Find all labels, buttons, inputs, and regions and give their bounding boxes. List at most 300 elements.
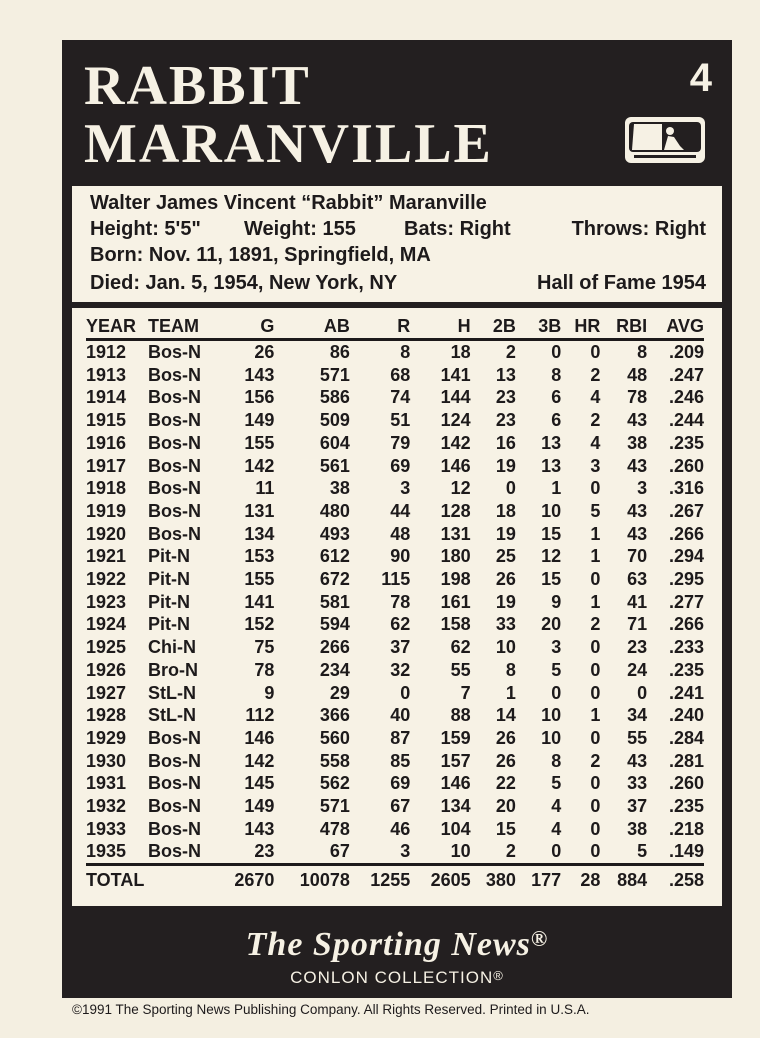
cell-h: 18 xyxy=(450,342,471,362)
cell-ab: 478 xyxy=(319,818,350,839)
cell-ab: 509 xyxy=(319,410,350,431)
cell-team: Bos-N xyxy=(148,500,201,521)
cell-avg: .233 xyxy=(668,637,704,658)
table-row xyxy=(86,727,704,750)
cell-3b: 4 xyxy=(551,796,562,817)
copyright-notice: ©1991 The Sporting News Publishing Company. All Rights Reserved. Printed in U.S.A. xyxy=(72,1002,590,1017)
cell-r: 68 xyxy=(390,364,411,385)
cell-rbi: 24 xyxy=(627,659,648,680)
table-row xyxy=(86,432,704,455)
cell-h: 146 xyxy=(440,455,471,476)
cell-rbi: 43 xyxy=(627,500,648,521)
cell-team: Bos-N xyxy=(148,796,201,817)
cell-rbi: 78 xyxy=(627,387,648,408)
table-row xyxy=(86,364,704,387)
cell-year: 1932 xyxy=(86,796,127,817)
bio-box xyxy=(72,186,722,302)
cell-3b: 5 xyxy=(551,773,562,794)
cell-h: 159 xyxy=(440,727,471,748)
cell-2b: 8 xyxy=(505,659,516,680)
conlon-collection xyxy=(62,968,732,988)
cell-hr: 1 xyxy=(590,523,601,544)
cell-avg: .295 xyxy=(668,569,704,590)
cell-g: 9 xyxy=(264,682,275,703)
cell-r: 79 xyxy=(390,432,411,453)
cell-year: 1921 xyxy=(86,546,127,567)
cell-ab: 558 xyxy=(319,750,350,771)
cell-team: Pit-N xyxy=(148,546,190,567)
cell-avg: .294 xyxy=(668,546,704,567)
cell-year: 1915 xyxy=(86,410,127,431)
header-r: R xyxy=(350,314,410,340)
cell-rbi: 38 xyxy=(627,432,648,453)
cell-r: 51 xyxy=(390,410,411,431)
cell-g: 149 xyxy=(244,410,275,431)
cell-year: 1914 xyxy=(86,387,127,408)
cell-3b: 8 xyxy=(551,750,562,771)
cell-ab: 560 xyxy=(319,727,350,748)
cell-team: Chi-N xyxy=(148,637,196,658)
total-h: 2605 xyxy=(410,865,470,895)
cell-g: 146 xyxy=(244,727,275,748)
bio-bats: Bats: Right xyxy=(404,218,511,240)
cell-rbi: 37 xyxy=(627,796,648,817)
cell-r: 48 xyxy=(390,523,411,544)
cell-3b: 0 xyxy=(551,682,562,703)
cell-year: 1930 xyxy=(86,750,127,771)
cell-team: Pit-N xyxy=(148,569,190,590)
cell-team: Bos-N xyxy=(148,818,201,839)
header-ab: AB xyxy=(274,314,349,340)
cell-r: 78 xyxy=(390,591,411,612)
cell-rbi: 63 xyxy=(627,569,648,590)
cell-hr: 0 xyxy=(590,637,601,658)
header-team: TEAM xyxy=(148,314,214,340)
cell-hr: 2 xyxy=(590,410,601,431)
cell-g: 155 xyxy=(244,432,275,453)
cell-year: 1918 xyxy=(86,478,127,499)
cell-year: 1917 xyxy=(86,455,127,476)
cell-2b: 26 xyxy=(495,727,516,748)
cell-g: 141 xyxy=(244,591,275,612)
cell-3b: 10 xyxy=(541,705,562,726)
cell-year: 1929 xyxy=(86,727,127,748)
cell-hr: 1 xyxy=(590,591,601,612)
cell-r: 8 xyxy=(400,342,411,362)
cell-2b: 18 xyxy=(495,500,516,521)
cell-year: 1912 xyxy=(86,342,127,362)
total-r: 1255 xyxy=(350,865,410,895)
cell-team: Pit-N xyxy=(148,614,190,635)
cell-r: 69 xyxy=(390,773,411,794)
cell-r: 37 xyxy=(390,637,411,658)
cell-r: 40 xyxy=(390,705,411,726)
cell-team: Bos-N xyxy=(148,364,201,385)
stats-box xyxy=(72,308,722,906)
cell-team: Bos-N xyxy=(148,455,201,476)
bio-hall-of-fame: Hall of Fame 1954 xyxy=(537,272,706,294)
cell-3b: 6 xyxy=(551,410,562,431)
cell-3b: 15 xyxy=(541,523,562,544)
cell-2b: 13 xyxy=(495,364,516,385)
cell-h: 55 xyxy=(450,659,471,680)
table-row xyxy=(86,613,704,636)
table-row xyxy=(86,340,704,364)
footer-brand xyxy=(62,910,732,998)
cell-r: 0 xyxy=(400,682,411,703)
cell-avg: .218 xyxy=(668,818,704,839)
cell-rbi: 43 xyxy=(627,523,648,544)
cell-rbi: 0 xyxy=(637,682,648,703)
cell-3b: 15 xyxy=(541,569,562,590)
cell-avg: .284 xyxy=(668,727,704,748)
cell-ab: 234 xyxy=(319,659,350,680)
cell-g: 134 xyxy=(244,523,275,544)
cell-team: Bos-N xyxy=(148,410,201,431)
cell-hr: 3 xyxy=(590,455,601,476)
total-label: TOTAL xyxy=(86,865,148,895)
player-first-name: RABBIT xyxy=(84,55,311,117)
cell-h: 10 xyxy=(450,841,471,862)
table-row xyxy=(86,795,704,818)
cell-avg: .266 xyxy=(668,523,704,544)
cell-g: 23 xyxy=(254,841,275,862)
header-year: YEAR xyxy=(86,314,148,340)
cell-r: 85 xyxy=(390,750,411,771)
cell-ab: 604 xyxy=(319,432,350,453)
cell-3b: 20 xyxy=(541,614,562,635)
cell-r: 115 xyxy=(381,569,411,590)
cell-g: 142 xyxy=(244,750,275,771)
cell-g: 153 xyxy=(244,546,275,567)
cell-h: 161 xyxy=(440,591,471,612)
cell-rbi: 5 xyxy=(637,841,648,862)
cell-team: Bos-N xyxy=(148,750,201,771)
cell-rbi: 48 xyxy=(627,364,648,385)
cell-3b: 0 xyxy=(551,841,562,862)
cell-h: 62 xyxy=(450,637,471,658)
table-row xyxy=(86,568,704,591)
bio-height: Height: 5'5" xyxy=(90,218,201,240)
cell-avg: .266 xyxy=(668,614,704,635)
cell-ab: 586 xyxy=(319,387,350,408)
cell-2b: 19 xyxy=(495,523,516,544)
cell-year: 1922 xyxy=(86,569,127,590)
cell-team: Bos-N xyxy=(148,432,201,453)
cell-g: 112 xyxy=(245,705,275,726)
cell-year: 1928 xyxy=(86,705,127,726)
cell-hr: 2 xyxy=(590,364,601,385)
cell-avg: .247 xyxy=(668,364,704,385)
table-row xyxy=(86,772,704,795)
cell-hr: 0 xyxy=(590,569,601,590)
cell-h: 157 xyxy=(440,750,471,771)
cell-hr: 5 xyxy=(590,500,601,521)
cell-year: 1913 xyxy=(86,364,127,385)
cell-hr: 0 xyxy=(590,841,601,862)
cell-r: 3 xyxy=(400,841,411,862)
cell-hr: 0 xyxy=(590,773,601,794)
cell-ab: 581 xyxy=(319,591,350,612)
cell-h: 104 xyxy=(440,818,471,839)
cell-3b: 13 xyxy=(541,455,562,476)
cell-h: 158 xyxy=(440,614,471,635)
cell-team: Bos-N xyxy=(148,342,201,362)
cell-ab: 493 xyxy=(319,523,350,544)
cell-h: 7 xyxy=(460,682,471,703)
total-3b: 177 xyxy=(516,865,561,895)
cell-year: 1926 xyxy=(86,659,127,680)
total-ab: 10078 xyxy=(274,865,349,895)
cell-hr: 1 xyxy=(590,705,601,726)
cell-r: 46 xyxy=(390,818,411,839)
cell-avg: .235 xyxy=(668,796,704,817)
cell-2b: 16 xyxy=(495,432,516,453)
cell-hr: 0 xyxy=(590,727,601,748)
cell-avg: .241 xyxy=(668,682,704,703)
cell-3b: 10 xyxy=(541,727,562,748)
stats-body xyxy=(86,340,704,865)
cell-2b: 26 xyxy=(495,569,516,590)
cell-3b: 12 xyxy=(541,546,562,567)
cell-h: 142 xyxy=(440,432,471,453)
table-row xyxy=(86,591,704,614)
table-row xyxy=(86,750,704,773)
cell-r: 69 xyxy=(390,455,411,476)
cell-ab: 672 xyxy=(319,569,350,590)
cell-team: Bro-N xyxy=(148,659,198,680)
table-row xyxy=(86,477,704,500)
total-hr: 28 xyxy=(561,865,600,895)
cell-ab: 571 xyxy=(319,796,350,817)
cell-avg: .244 xyxy=(668,410,704,431)
cell-r: 3 xyxy=(400,478,411,499)
cell-hr: 2 xyxy=(590,614,601,635)
cell-h: 141 xyxy=(440,364,471,385)
cell-h: 131 xyxy=(440,523,471,544)
cell-3b: 4 xyxy=(551,818,562,839)
cell-avg: .316 xyxy=(668,478,704,499)
header-h: H xyxy=(410,314,470,340)
table-row xyxy=(86,545,704,568)
cell-hr: 0 xyxy=(590,796,601,817)
cell-avg: .149 xyxy=(668,841,704,862)
cell-team: Bos-N xyxy=(148,387,201,408)
cell-ab: 266 xyxy=(319,637,350,658)
cell-2b: 19 xyxy=(495,455,516,476)
cell-2b: 2 xyxy=(505,342,516,362)
cell-g: 149 xyxy=(244,796,275,817)
cell-3b: 9 xyxy=(551,591,562,612)
table-row xyxy=(86,386,704,409)
cell-year: 1923 xyxy=(86,591,127,612)
cell-ab: 562 xyxy=(319,773,350,794)
sporting-news-wordmark: The Sporting News xyxy=(245,926,531,963)
header-hr: HR xyxy=(561,314,600,340)
table-row xyxy=(86,409,704,432)
cell-h: 134 xyxy=(440,796,471,817)
bio-born: Born: Nov. 11, 1891, Springfield, MA xyxy=(90,244,431,266)
cell-ab: 594 xyxy=(319,614,350,635)
table-row xyxy=(86,818,704,841)
cell-r: 62 xyxy=(390,614,411,635)
bio-died: Died: Jan. 5, 1954, New York, NY xyxy=(90,272,398,294)
card-number: 4 xyxy=(689,56,712,100)
cell-h: 180 xyxy=(440,546,471,567)
cell-year: 1919 xyxy=(86,500,127,521)
cell-avg: .240 xyxy=(668,705,704,726)
cell-g: 75 xyxy=(254,637,275,658)
cell-ab: 38 xyxy=(329,478,350,499)
cell-hr: 4 xyxy=(590,432,601,453)
cell-g: 142 xyxy=(244,455,275,476)
table-row xyxy=(86,523,704,546)
cell-r: 74 xyxy=(390,387,411,408)
cell-rbi: 8 xyxy=(637,342,648,362)
table-row xyxy=(86,659,704,682)
header-3b: 3B xyxy=(516,314,561,340)
cell-2b: 22 xyxy=(495,773,516,794)
cell-rbi: 70 xyxy=(627,546,648,567)
cell-g: 152 xyxy=(244,614,275,635)
cell-team: Pit-N xyxy=(148,591,190,612)
cell-hr: 2 xyxy=(590,750,601,771)
cell-hr: 0 xyxy=(590,818,601,839)
cell-year: 1920 xyxy=(86,523,127,544)
total-2b: 380 xyxy=(471,865,516,895)
cell-3b: 5 xyxy=(551,659,562,680)
cell-2b: 1 xyxy=(505,682,516,703)
cell-r: 44 xyxy=(390,500,411,521)
cell-avg: .246 xyxy=(668,387,704,408)
cell-avg: .281 xyxy=(668,750,704,771)
bio-full-name: Walter James Vincent “Rabbit” Maranville xyxy=(90,192,487,214)
cell-rbi: 41 xyxy=(627,591,648,612)
cell-rbi: 71 xyxy=(627,614,648,635)
cell-2b: 23 xyxy=(495,387,516,408)
cell-ab: 67 xyxy=(329,841,350,862)
table-row xyxy=(86,636,704,659)
cell-g: 131 xyxy=(244,500,275,521)
header-2b: 2B xyxy=(471,314,516,340)
cell-ab: 480 xyxy=(319,500,350,521)
cell-g: 143 xyxy=(244,818,275,839)
cell-rbi: 43 xyxy=(627,455,648,476)
cell-g: 11 xyxy=(255,478,275,499)
cell-3b: 8 xyxy=(551,364,562,385)
cell-h: 144 xyxy=(440,387,471,408)
cell-3b: 6 xyxy=(551,387,562,408)
cell-avg: .260 xyxy=(668,773,704,794)
cell-3b: 1 xyxy=(551,478,562,499)
cell-2b: 2 xyxy=(505,841,516,862)
conlon-registered-mark: ® xyxy=(493,968,504,983)
cell-r: 32 xyxy=(390,659,411,680)
bio-throws: Throws: Right xyxy=(571,218,706,240)
cell-h: 124 xyxy=(440,410,471,431)
total-rbi: 884 xyxy=(600,865,647,895)
cell-team: StL-N xyxy=(148,705,196,726)
conlon-collection-text: CONLON COLLECTION xyxy=(290,968,494,987)
sporting-news-logo xyxy=(62,926,732,964)
cell-ab: 612 xyxy=(319,546,350,567)
cell-h: 128 xyxy=(440,500,471,521)
cell-r: 90 xyxy=(390,546,411,567)
total-g: 2670 xyxy=(214,865,274,895)
cell-rbi: 23 xyxy=(627,637,648,658)
cell-hr: 4 xyxy=(590,387,601,408)
cell-year: 1925 xyxy=(86,637,127,658)
cell-avg: .209 xyxy=(668,342,704,362)
cell-g: 145 xyxy=(244,773,275,794)
cell-team: Bos-N xyxy=(148,841,201,862)
cell-2b: 0 xyxy=(505,478,516,499)
cell-2b: 19 xyxy=(495,591,516,612)
cell-3b: 13 xyxy=(541,432,562,453)
cell-g: 156 xyxy=(244,387,275,408)
cell-rbi: 38 xyxy=(627,818,648,839)
cell-rbi: 43 xyxy=(627,410,648,431)
stats-total-row xyxy=(86,865,704,895)
stats-table xyxy=(86,314,704,894)
registered-mark: ® xyxy=(530,926,549,951)
cell-h: 12 xyxy=(450,478,471,499)
cell-year: 1931 xyxy=(86,773,127,794)
cell-team: Bos-N xyxy=(148,727,201,748)
cell-year: 1916 xyxy=(86,432,127,453)
cell-2b: 20 xyxy=(495,796,516,817)
cell-year: 1924 xyxy=(86,614,127,635)
cell-hr: 1 xyxy=(590,546,601,567)
mlb-logo-icon xyxy=(624,116,706,164)
cell-h: 88 xyxy=(450,705,471,726)
table-row xyxy=(86,455,704,478)
cell-g: 143 xyxy=(244,364,275,385)
cell-hr: 0 xyxy=(590,478,601,499)
cell-team: Bos-N xyxy=(148,773,201,794)
cell-avg: .235 xyxy=(668,659,704,680)
cell-rbi: 3 xyxy=(637,478,648,499)
cell-3b: 3 xyxy=(551,637,562,658)
total-team xyxy=(148,865,214,895)
cell-r: 67 xyxy=(390,796,411,817)
cell-r: 87 xyxy=(390,727,411,748)
cell-rbi: 33 xyxy=(627,773,648,794)
table-row xyxy=(86,500,704,523)
cell-ab: 561 xyxy=(319,455,350,476)
cell-2b: 23 xyxy=(495,410,516,431)
cell-ab: 29 xyxy=(329,682,350,703)
table-row xyxy=(86,840,704,864)
player-last-name: MARANVILLE xyxy=(84,113,493,175)
cell-rbi: 55 xyxy=(627,727,648,748)
cell-ab: 366 xyxy=(319,705,350,726)
cell-avg: .260 xyxy=(668,455,704,476)
cell-2b: 14 xyxy=(495,705,516,726)
cell-h: 146 xyxy=(440,773,471,794)
cell-g: 26 xyxy=(254,342,275,362)
cell-2b: 25 xyxy=(495,546,516,567)
cell-h: 198 xyxy=(440,569,471,590)
total-avg: .258 xyxy=(647,865,704,895)
cell-ab: 86 xyxy=(329,342,350,362)
cell-hr: 0 xyxy=(590,659,601,680)
stats-header-row xyxy=(86,314,704,340)
cell-team: StL-N xyxy=(148,682,196,703)
cell-avg: .267 xyxy=(668,500,704,521)
cell-avg: .277 xyxy=(668,591,704,612)
cell-avg: .235 xyxy=(668,432,704,453)
